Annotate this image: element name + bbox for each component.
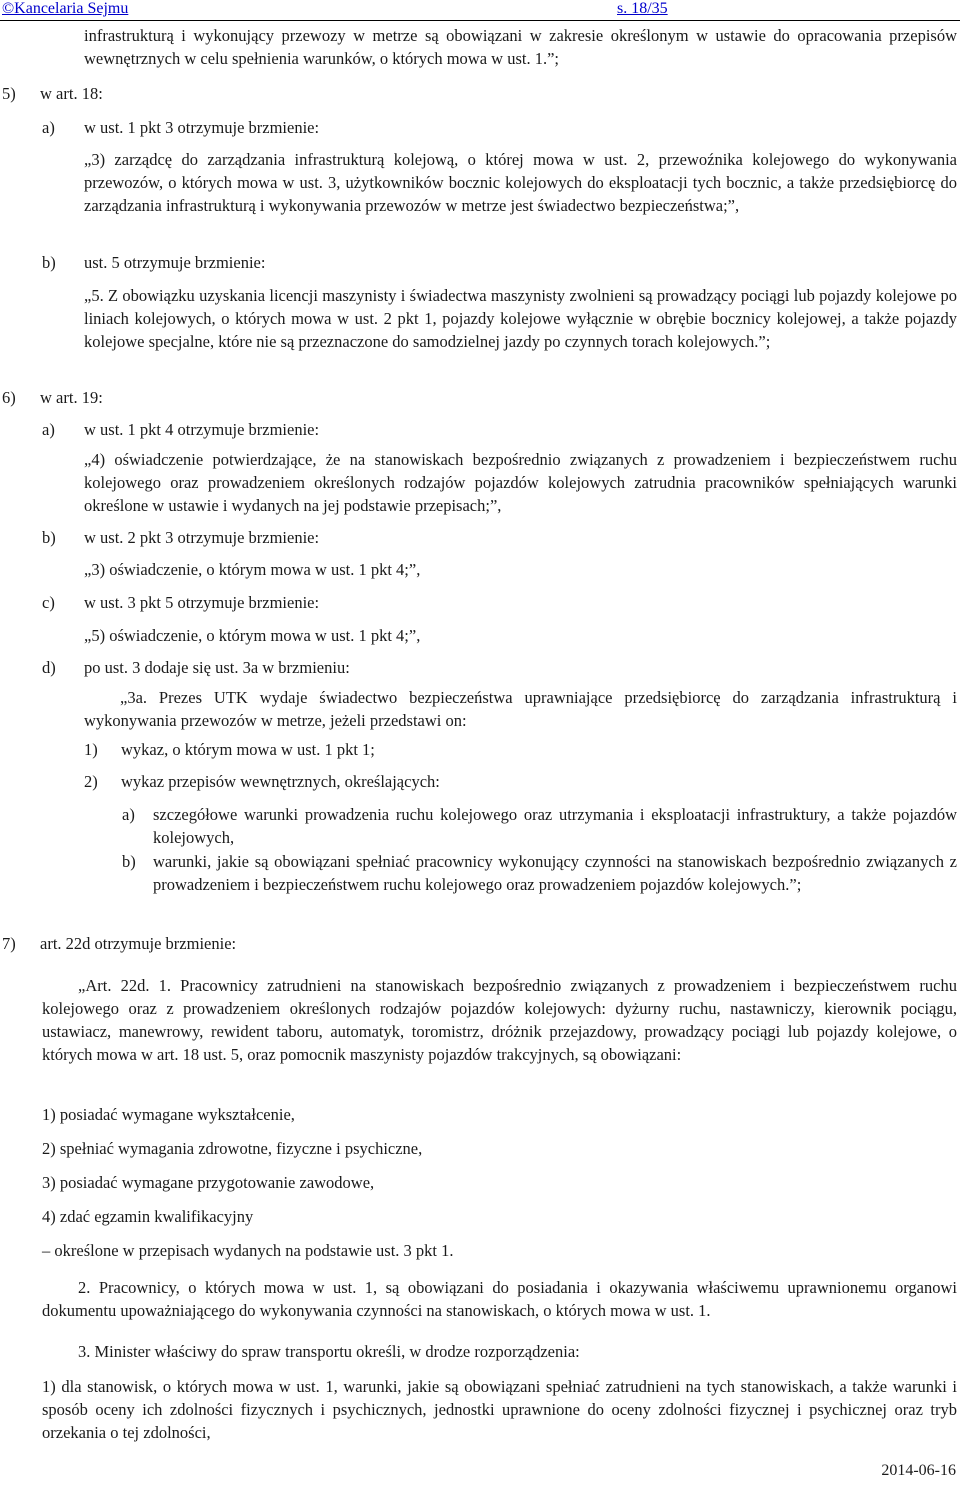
art-22d-obligation-3: 3) posiadać wymagane przygotowanie zawodowe, [42,1173,375,1192]
item-6c-quote: „5) oświadczenie, o którym mowa w ust. 1 pkt 4;”, [84,626,421,645]
art-22d-obligation-1: 1) posiadać wymagane wykształcenie, [42,1105,295,1124]
item-6a-label: a) [42,420,55,439]
item-6b-quote: „3) oświadczenie, o którym mowa w ust. 1 pkt 4;”, [84,560,421,579]
art-22d-obligations-tail: – określone w przepisach wydanych na podstawie ust. 3 pkt 1. [42,1241,454,1260]
art-22d-paragraph-2: 2. Pracownicy, o których mowa w ust. 1, są obowiązani do posiadania i okazywania właściwemu uprawnionemu organowi dokumentu upoważniającego do wykonywania czynności na stanowiskach, o których mowa w ust. 1. [42,1278,957,1320]
item-5b-label: b) [42,253,56,272]
item-6d-quote: „3a. Prezes UTK wydaje świadectwo bezpieczeństwa uprawniające przedsiębiorcę do zarządzania infrastrukturą i wykonywania przewozów w metrze, jeżeli przedstawi on: [84,688,957,730]
page-header [0,0,960,21]
item-6c-label: c) [42,593,55,612]
item-6d-point-1: wykaz, o którym mowa w ust. 1 pkt 1; [121,740,375,759]
item-6d-sub-a: szczegółowe warunki prowadzenia ruchu kolejowego oraz utrzymania i eksploatacji infrastruktury, a także pojazdów kolejowych, [153,805,957,847]
item-5-title: w art. 18: [40,84,103,103]
item-7-label: 7) [2,934,16,953]
item-7-title: art. 22d otrzymuje brzmienie: [40,934,237,953]
item-6d-sub-b-label: b) [122,852,136,871]
item-6a-quote: „4) oświadczenie potwierdzające, że na stanowiskach bezpośrednio związanych z prowadzeniem i bezpieczeństwem ruchu kolejowego oraz prowadzeniem określonych rodzajów pojazdów kolejowych zatrudnia pracowników spełniających warunki określone w ustawie i wydanych na jej podstawie przepisach;”, [84,450,957,515]
item-6-title: w art. 19: [40,388,103,407]
header-page [617,0,668,18]
item-5b-quote: „5. Z obowiązku uzyskania licencji maszynisty i świadectwa maszynisty zwolnieni są prowadzący pociągi lub pojazdy kolejowe po liniach kolejowych, o których mowa w ust. 2 pkt 1, pojazdy kolejowe wyłącznie w obrębie bocznicy kolejowej, a także pojazdy kolejowe specjalne, które nie są przeznaczone do samodzielnej jazdy po czynnych torach kolejowych.”; [84,286,957,351]
art-22d-paragraph-3: 3. Minister właściwy do spraw transportu określi, w drodze rozporządzenia: [78,1342,580,1361]
header-source [2,0,128,18]
item-6d-point-2: wykaz przepisów wewnętrznych, określających: [121,772,440,791]
intro-continuation: infrastrukturą i wykonujący przewozy w metrze są obowiązani w zakresie określonym w ustawie do opracowania przepisów wewnętrznych w celu spełnienia warunków, o których mowa w ust. 1.”; [84,26,957,68]
item-6d-point-2-label: 2) [84,772,98,791]
item-5a-quote: „3) zarządcę do zarządzania infrastrukturą kolejową, o której mowa w ust. 2, przewoźnika kolejowego do wykonywania przewozów, o których mowa w ust. 3, użytkowników bocznic kolejowych do eksploatacji tych bocznic, a także przedsiębiorcę do zarządzania infrastrukturą i wykonywania przewozów w metrze jest świadectwo bezpieczeństwa;”, [84,150,957,215]
item-6c-title: w ust. 3 pkt 5 otrzymuje brzmienie: [84,593,320,612]
item-5a-label: a) [42,118,55,137]
art-22d-regulation-1: 1) dla stanowisk, o których mowa w ust. 1, warunki, jakie są obowiązani spełniać zatrudnieni na tych stanowiskach, a także warunki i sposób oceny ich zdolności fizycznych i psychicznych, jednostki uprawnione do oceny zdolności fizycznej i psychicznej oraz tryb orzekania o tej zdolności, [42,1377,957,1442]
item-5b-title: ust. 5 otrzymuje brzmienie: [84,253,266,272]
art-22d-obligation-4: 4) zdać egzamin kwalifikacyjny [42,1207,254,1226]
item-6b-label: b) [42,528,56,547]
item-6d-sub-a-label: a) [122,805,135,824]
item-6d-sub-b: warunki, jakie są obowiązani spełniać pracownicy wykonujący czynności na stanowiskach bezpośrednio związanych z prowadzeniem i bezpieczeństwem ruchu kolejowego oraz prowadzeniem pojazdów kolejowych.”; [153,852,957,894]
header-source-link[interactable]: ©Kancelaria Sejmu [2,0,129,17]
item-6d-label: d) [42,658,56,677]
art-22d-paragraph-1: „Art. 22d. 1. Pracownicy zatrudnieni na stanowiskach bezpośrednio związanych z prowadzeniem i bezpieczeństwem ruchu kolejowego oraz z prowadzeniem określonych rodzajów pojazdów kolejowych: dyżurny ruchu, nastawniczy, kierownik pociągu, ustawiacz, manewrowy, rewident taboru, automatyk, toromistrz, dróżnik przejazdowy, prowadzący pociągi lub pojazdy kolejowe, o których mowa w art. 18 ust. 5, oraz pomocnik maszynisty pojazdów trakcyjnych, są obowiązani: [42,976,957,1064]
item-6-label: 6) [2,388,16,407]
item-6b-title: w ust. 2 pkt 3 otrzymuje brzmienie: [84,528,320,547]
item-6a-title: w ust. 1 pkt 4 otrzymuje brzmienie: [84,420,320,439]
item-6d-point-1-label: 1) [84,740,98,759]
item-5a-title: w ust. 1 pkt 3 otrzymuje brzmienie: [84,118,320,137]
art-22d-obligation-2: 2) spełniać wymagania zdrowotne, fizyczne i psychiczne, [42,1139,423,1158]
footer-date: 2014-06-16 [881,1462,956,1479]
header-page-link[interactable]: s. 18/35 [617,0,668,17]
item-5-label: 5) [2,84,16,103]
item-6d-title: po ust. 3 dodaje się ust. 3a w brzmieniu: [84,658,350,677]
